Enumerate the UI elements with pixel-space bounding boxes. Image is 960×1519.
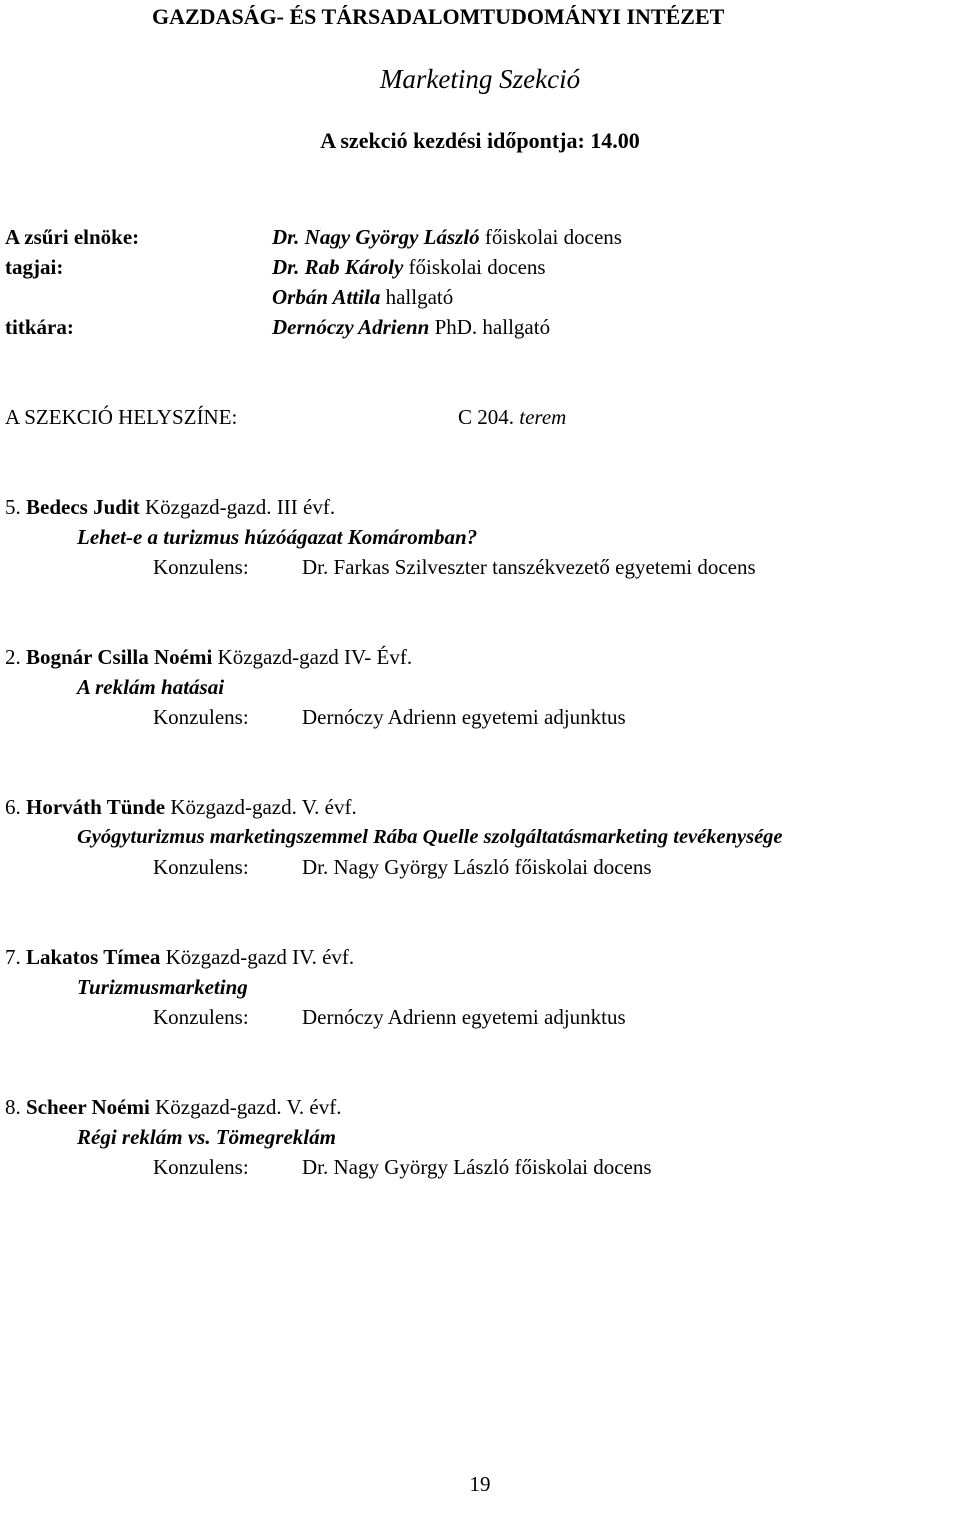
jury-member xyxy=(272,287,453,308)
presenter-program: Közgazd-gazd. III évf. xyxy=(145,495,336,519)
venue-label: A SZEKCIÓ HELYSZÍNE: xyxy=(5,405,238,429)
presentation-header xyxy=(5,797,357,818)
jury-chair-label: A zsűri elnöke: xyxy=(5,225,140,249)
presenter-name: Bedecs Judit xyxy=(26,495,140,519)
section-title: Marketing Szekció xyxy=(379,64,581,94)
presentation-title: A reklám hatásai xyxy=(77,675,225,699)
presentation-header xyxy=(5,1097,341,1118)
venue-room xyxy=(458,407,566,428)
consultant-label: Konzulens: xyxy=(153,1155,249,1179)
consultant-label: Konzulens: xyxy=(153,705,249,729)
presenter-name: Horváth Tünde xyxy=(26,795,166,819)
consultant-name: Dr. Farkas Szilveszter tanszékvezető egyetemi docens xyxy=(302,555,756,579)
presentation-header xyxy=(5,497,335,518)
institute-heading: GAZDASÁG- ÉS TÁRSADALOMTUDOMÁNYI INTÉZET xyxy=(152,4,725,29)
jury-chair xyxy=(272,227,622,248)
presentation-header xyxy=(5,647,412,668)
jury-members-label: tagjai: xyxy=(5,255,64,279)
presentation-header xyxy=(5,947,354,968)
consultant-name: Dr. Nagy György László főiskolai docens xyxy=(302,855,652,879)
jury-member xyxy=(272,257,546,278)
jury-secretary-role: PhD. hallgató xyxy=(434,315,551,339)
venue-room-suffix: terem xyxy=(519,405,567,429)
consultant-name: Dr. Nagy György László főiskolai docens xyxy=(302,1155,652,1179)
jury-chair-role: főiskolai docens xyxy=(484,225,622,249)
presentation-title: Turizmusmarketing xyxy=(77,975,248,999)
jury-secretary xyxy=(272,317,550,338)
consultant-name: Dernóczy Adrienn egyetemi adjunktus xyxy=(302,1005,626,1029)
presentation-number: 6. xyxy=(5,795,21,819)
jury-chair-name: Dr. Nagy György László xyxy=(272,225,480,249)
presentation-title: Lehet-e a turizmus húzóágazat Komáromban? xyxy=(77,525,478,549)
presentation-number: 8. xyxy=(5,1095,21,1119)
consultant-label: Konzulens: xyxy=(153,555,249,579)
presentation-number: 2. xyxy=(5,645,21,669)
presenter-program: Közgazd-gazd. V. évf. xyxy=(155,1095,342,1119)
jury-member-name: Dr. Rab Károly xyxy=(272,255,404,279)
jury-member-role: főiskolai docens xyxy=(408,255,546,279)
venue-room-number: C 204. xyxy=(458,405,515,429)
jury-member-name: Orbán Attila xyxy=(272,285,381,309)
page-number: 19 xyxy=(469,1472,491,1496)
presenter-program: Közgazd-gazd IV- Évf. xyxy=(217,645,413,669)
presenter-name: Lakatos Tímea xyxy=(26,945,161,969)
presenter-name: Scheer Noémi xyxy=(26,1095,150,1119)
start-time: A szekció kezdési időpontja: 14.00 xyxy=(320,128,640,153)
presenter-program: Közgazd-gazd IV. évf. xyxy=(165,945,355,969)
presentation-number: 7. xyxy=(5,945,21,969)
jury-member-role: hallgató xyxy=(385,285,454,309)
jury-secretary-name: Dernóczy Adrienn xyxy=(272,315,430,339)
presentation-title: Gyógyturizmus marketingszemmel Rába Quelle szolgáltatásmarketing tevékenysége xyxy=(77,826,783,848)
consultant-name: Dernóczy Adrienn egyetemi adjunktus xyxy=(302,705,626,729)
presenter-name: Bognár Csilla Noémi xyxy=(26,645,213,669)
consultant-label: Konzulens: xyxy=(153,855,249,879)
consultant-label: Konzulens: xyxy=(153,1005,249,1029)
presentation-title: Régi reklám vs. Tömegreklám xyxy=(77,1125,336,1149)
presenter-program: Közgazd-gazd. V. évf. xyxy=(170,795,357,819)
presentation-number: 5. xyxy=(5,495,21,519)
jury-secretary-label: titkára: xyxy=(5,315,74,339)
